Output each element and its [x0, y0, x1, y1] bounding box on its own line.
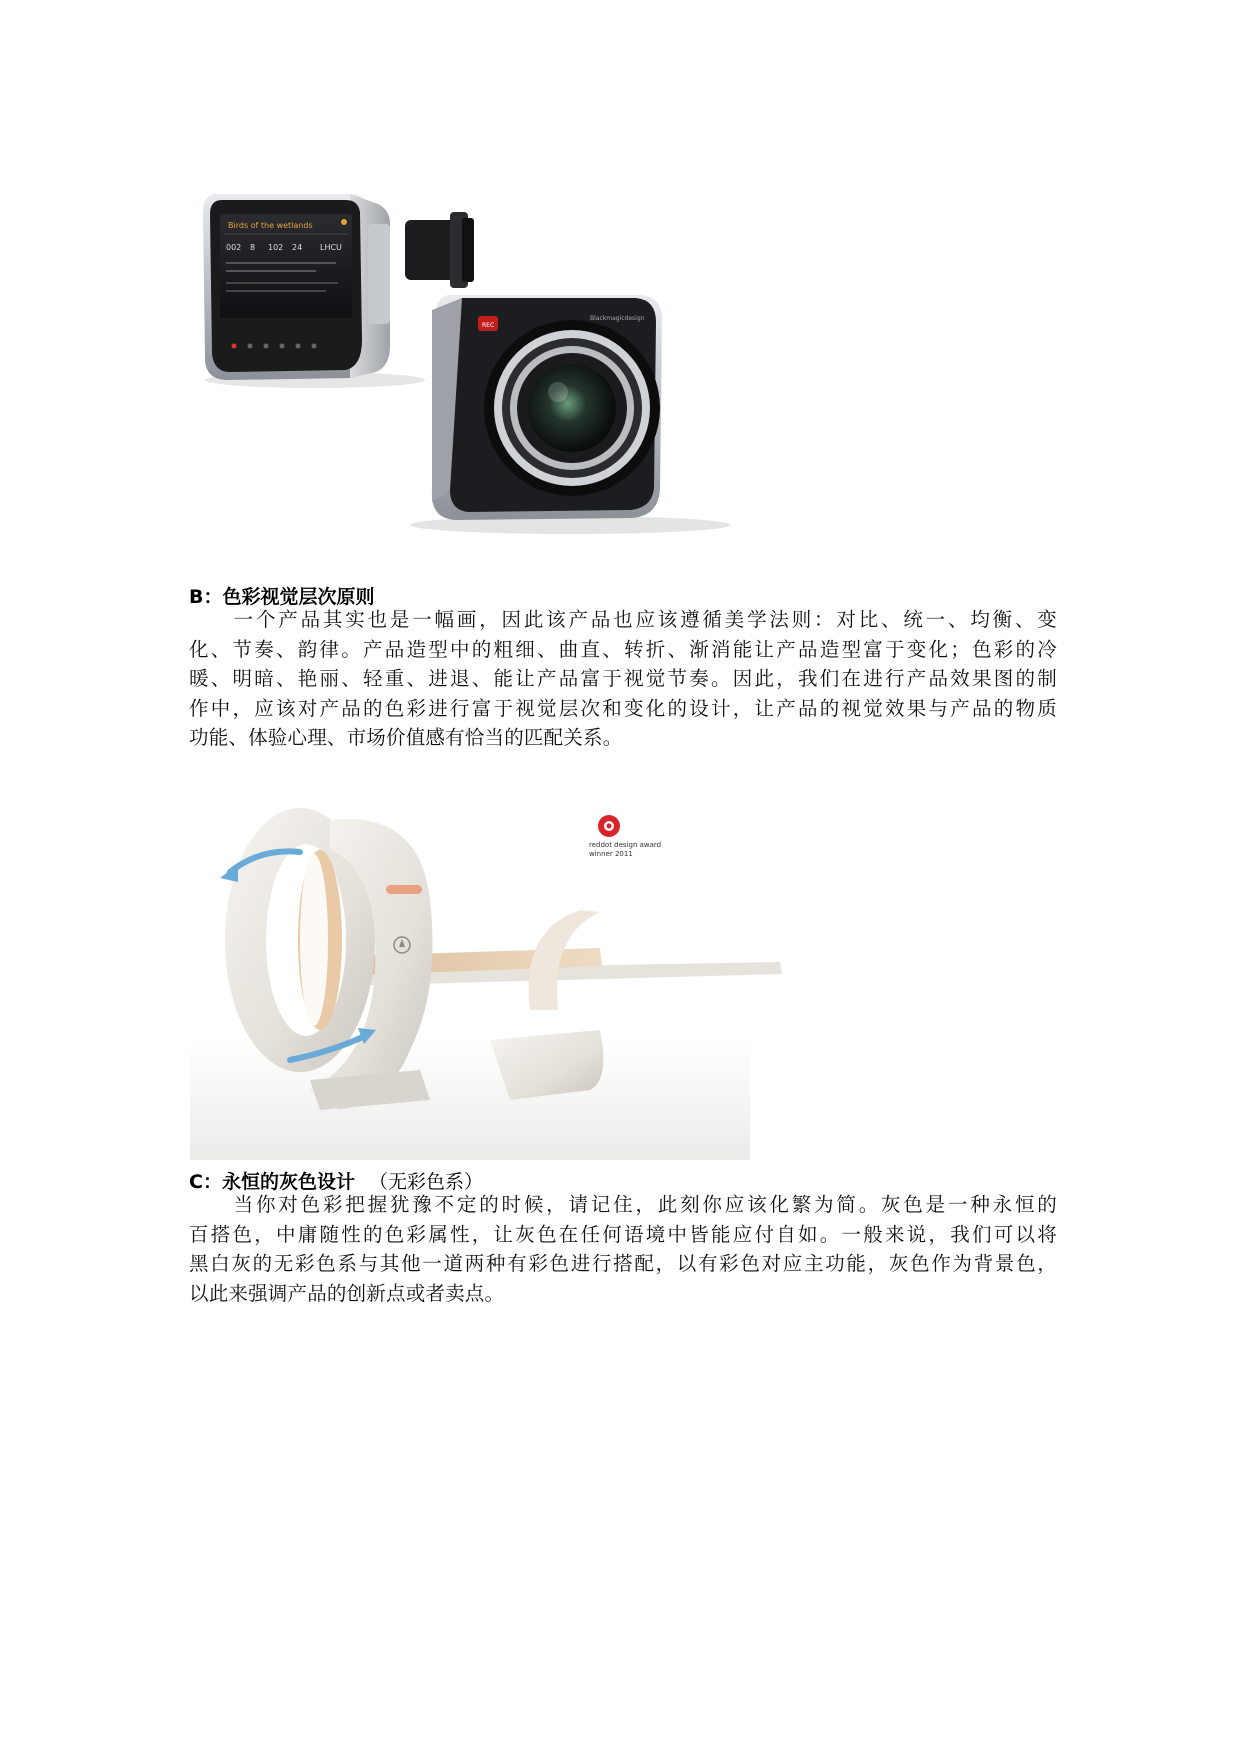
- screen-value: 102: [268, 243, 284, 252]
- screen-value: 002: [226, 243, 242, 252]
- screen-title: Birds of the wetlands: [228, 221, 313, 230]
- section-b-paragraph: [189, 605, 1057, 753]
- section-b-heading: B：色彩视觉层次原则: [189, 586, 375, 608]
- paragraph-line: 暖、明暗、艳丽、轻重、进退、能让产品富于视觉节奏。因此，我们在进行产品效果图的制: [189, 667, 1057, 691]
- paragraph-line: 一个产品其实也是一幅画，因此该产品也应该遵循美学法则：对比、统一、均衡、变: [189, 608, 1057, 631]
- paragraph-line: 功能、体验心理、市场价值感有恰当的匹配关系。: [189, 726, 623, 750]
- rec-label: REC: [482, 322, 495, 329]
- award-text: reddot design award: [589, 841, 662, 849]
- section-c-subtitle: （无彩色系）: [368, 1171, 483, 1193]
- paragraph-line: 化、节奏、韵律。产品造型中的粗细、曲直、转折、渐消能让产品造型富于变化；色彩的冷: [189, 637, 1057, 661]
- section-c-title: C：永恒的灰色设计: [189, 1171, 355, 1193]
- ct-scanner-product-image: [190, 790, 810, 1160]
- section-c-paragraph: [189, 1190, 1057, 1308]
- paragraph-line: 黑白灰的无彩色系与其他一道两种有彩色进行搭配，以有彩色对应主功能，灰色作为背景色，: [189, 1252, 1057, 1276]
- paragraph-line: 以此来强调产品的创新点或者卖点。: [189, 1281, 505, 1305]
- paragraph-line: 当你对色彩把握犹豫不定的时候，请记住，此刻你应该化繁为简。灰色是一种永恒的: [189, 1193, 1057, 1216]
- paragraph-line: 百搭色，中庸随性的色彩属性，让灰色在任何语境中皆能应付自如。一般来说，我们可以将: [189, 1222, 1057, 1246]
- screen-value: LHCU: [320, 243, 342, 252]
- paragraph-line: 作中，应该对产品的色彩进行富于视觉层次和变化的设计，让产品的视觉效果与产品的物质: [189, 696, 1057, 720]
- screen-value: 24: [292, 243, 303, 252]
- brand-label: Blackmagicdesign: [590, 315, 645, 322]
- award-year: winner 2011: [589, 850, 633, 858]
- camera-product-image: [200, 190, 790, 535]
- screen-value: 8: [250, 243, 256, 252]
